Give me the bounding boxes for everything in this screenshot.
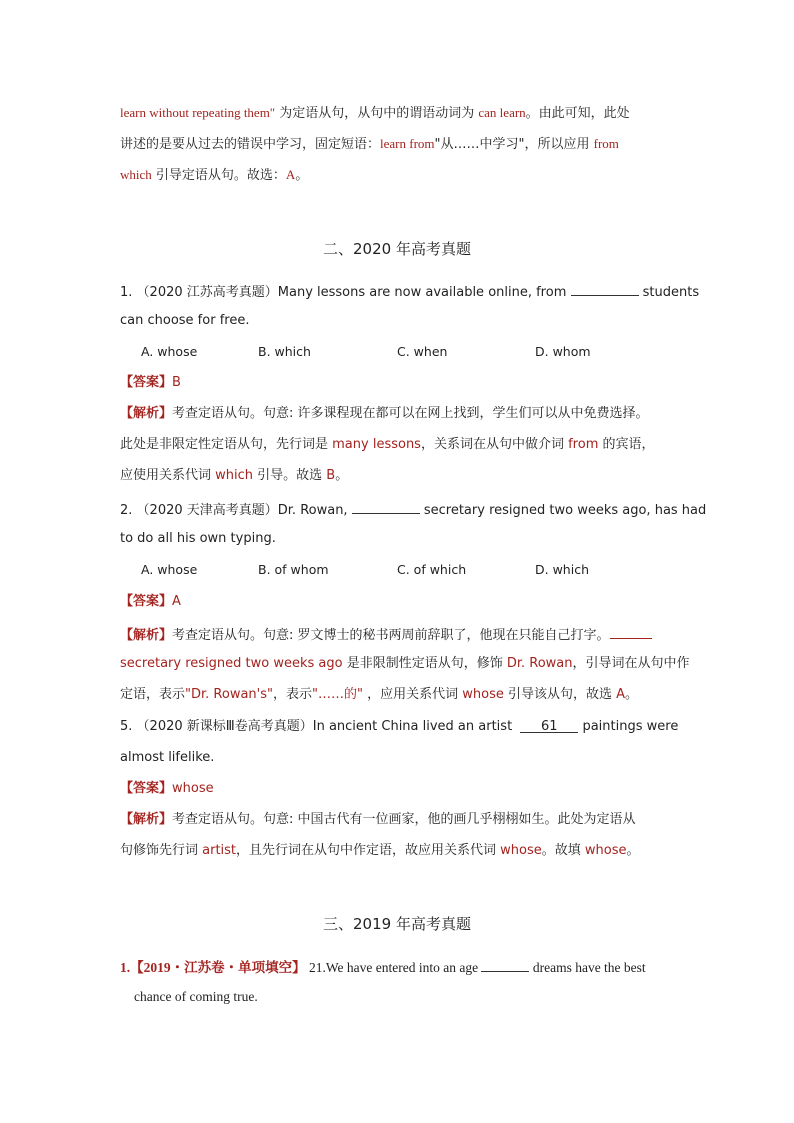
question-number: 1. <box>120 960 131 975</box>
explanation-text: 是非限制性定语从句，修饰 <box>342 656 507 671</box>
explanation-text: 句修饰先行词 <box>120 843 203 858</box>
q1-answer <box>120 374 181 392</box>
question-stem: chance of coming true. <box>134 989 258 1004</box>
explanation-text: "……的" <box>312 687 363 702</box>
explanation-text: from <box>568 437 599 452</box>
explanation-label: 【解析】 <box>120 406 173 421</box>
question-stem: dreams have the best <box>532 960 646 975</box>
intro-text: 引导定语从句。故选： <box>151 168 286 183</box>
explanation-text: secretary resigned two weeks ago <box>120 656 343 671</box>
q1-option-a: A. whose <box>141 344 198 359</box>
q2-stem-line-2 <box>120 530 276 548</box>
intro-line-2 <box>120 135 619 154</box>
intro-text: 讲述的是要从过去的错误中学习，固定短语： <box>120 137 381 152</box>
explanation-text: whose <box>500 843 542 858</box>
intro-text: learn without repeating them" <box>120 105 276 120</box>
answer-value: B <box>172 375 181 390</box>
section-heading-2019: 三、2019 年高考真题 <box>323 915 471 933</box>
question-stem: students <box>642 285 700 300</box>
explanation-text: 应使用关系代词 <box>120 468 216 483</box>
intro-text: learn from <box>380 136 435 151</box>
explanation-label: 【解析】 <box>120 628 173 643</box>
question-stem: secretary resigned two weeks ago, has had <box>423 503 707 518</box>
explanation-text: Dr. Rowan <box>506 656 573 671</box>
question-stem: almost lifelike. <box>120 750 215 765</box>
q2-explanation-line-2 <box>120 655 690 673</box>
answer-value: whose <box>172 781 214 796</box>
answer-label: 【答案】 <box>120 375 173 390</box>
answer-label: 【答案】 <box>120 594 173 609</box>
q2-option-d: D. which <box>535 562 589 577</box>
explanation-text: 此处是非限定性定语从句，先行词是 <box>120 437 333 452</box>
q2019-stem-line-2 <box>134 988 258 1006</box>
intro-text: from <box>593 136 619 151</box>
q2-answer <box>120 593 181 611</box>
q1-explanation-line-2 <box>120 436 655 454</box>
intro-line-1 <box>120 104 630 123</box>
answer-value: A <box>172 594 181 609</box>
q5-explanation-line-2 <box>120 842 640 860</box>
intro-text: 。由此可知，此处 <box>525 106 630 121</box>
q5-answer <box>120 780 214 798</box>
answer-blank <box>571 281 639 296</box>
explanation-text: 引导该从句，故选 <box>503 687 617 702</box>
explanation-text: 考查定语从句。句意: 许多课程现在都可以在网上找到，学生们可以从中免费选择。 <box>172 406 649 421</box>
q1-option-c: C. when <box>397 344 448 359</box>
question-stem: In ancient China lived an artist <box>312 719 513 734</box>
q1-stem-line-2 <box>120 312 249 330</box>
intro-text: which <box>120 167 152 182</box>
underline-mark <box>610 624 652 639</box>
q1-stem-line-1 <box>120 281 699 302</box>
intro-text: "从……中学习"，所以应用 <box>434 137 594 152</box>
question-number: 2. <box>120 503 133 518</box>
explanation-text: 。 <box>335 468 349 483</box>
question-source: （2020 天津高考真题） <box>136 503 278 518</box>
explanation-text: 引导。故选 <box>253 468 327 483</box>
question-source: （2020 新课标Ⅲ卷高考真题） <box>136 719 313 734</box>
section-heading-2020: 二、2020 年高考真题 <box>323 240 471 258</box>
explanation-text: "Dr. Rowan's" <box>185 687 273 702</box>
q1-explanation-line-3 <box>120 467 348 485</box>
explanation-text: ，关系词在从句中做介词 <box>420 437 569 452</box>
explanation-text: artist <box>202 843 237 858</box>
question-number: 5. <box>120 719 133 734</box>
explanation-text: whose <box>462 687 504 702</box>
question-number: 1. <box>120 285 133 300</box>
q5-explanation-line-1 <box>120 811 636 829</box>
intro-text: A <box>285 167 296 182</box>
explanation-label: 【解析】 <box>120 812 173 827</box>
q5-stem-line-1 <box>120 718 678 736</box>
explanation-text: 。故填 <box>541 843 585 858</box>
intro-text: 为定语从句，从句中的谓语动词为 <box>275 106 479 121</box>
answer-blank <box>481 957 529 972</box>
explanation-text: which <box>215 468 254 483</box>
explanation-text: 。 <box>626 843 640 858</box>
explanation-text: ，引导词在从句中作 <box>572 656 690 671</box>
explanation-text: 的宾语， <box>598 437 655 452</box>
q2019-stem-line-1 <box>120 957 646 977</box>
q2-option-c: C. of which <box>397 562 467 577</box>
question-source: 【2019・江苏卷・单项填空】 <box>130 960 306 975</box>
explanation-text: B <box>326 468 336 483</box>
answer-label: 【答案】 <box>120 781 173 796</box>
intro-text: 。 <box>295 168 309 183</box>
q1-option-b: B. which <box>258 344 311 359</box>
intro-line-3 <box>120 166 308 185</box>
question-stem: 21.We have entered into an age <box>309 960 479 975</box>
question-stem: Dr. Rowan, <box>277 503 348 518</box>
q2-option-b: B. of whom <box>258 562 329 577</box>
question-stem: can choose for free. <box>120 313 250 328</box>
q5-stem-line-2 <box>120 749 214 767</box>
numbered-blank: 61 <box>520 718 578 733</box>
explanation-text: whose <box>584 843 627 858</box>
explanation-text: 考查定语从句。句意: 罗文博士的秘书两周前辞职了，他现在只能自己打字。 <box>172 628 610 643</box>
question-stem: Many lessons are now available online, from <box>277 285 567 300</box>
q2-option-a: A. whose <box>141 562 198 577</box>
explanation-text: 。 <box>625 687 639 702</box>
explanation-text: ，且先行词在从句中作定语，故应用关系代词 <box>236 843 501 858</box>
q1-option-d: D. whom <box>535 344 591 359</box>
answer-blank <box>352 499 420 514</box>
explanation-text: 定语，表示 <box>120 687 186 702</box>
question-stem: to do all his own typing. <box>120 531 276 546</box>
q2-stem-line-1 <box>120 499 706 520</box>
q2-explanation-line-3 <box>120 686 638 704</box>
question-source: （2020 江苏高考真题） <box>136 285 278 300</box>
q1-explanation-line-1 <box>120 405 649 423</box>
explanation-text: A <box>616 687 626 702</box>
explanation-text: ，表示 <box>273 687 313 702</box>
explanation-text: 考查定语从句。句意: 中国古代有一位画家，他的画几乎栩栩如生。此处为定语从 <box>172 812 636 827</box>
intro-text: can learn <box>478 105 526 120</box>
q2-explanation-line-1 <box>120 624 652 645</box>
explanation-text: many lessons <box>332 437 421 452</box>
explanation-text: ，应用关系代词 <box>362 687 463 702</box>
question-stem: paintings were <box>582 719 679 734</box>
